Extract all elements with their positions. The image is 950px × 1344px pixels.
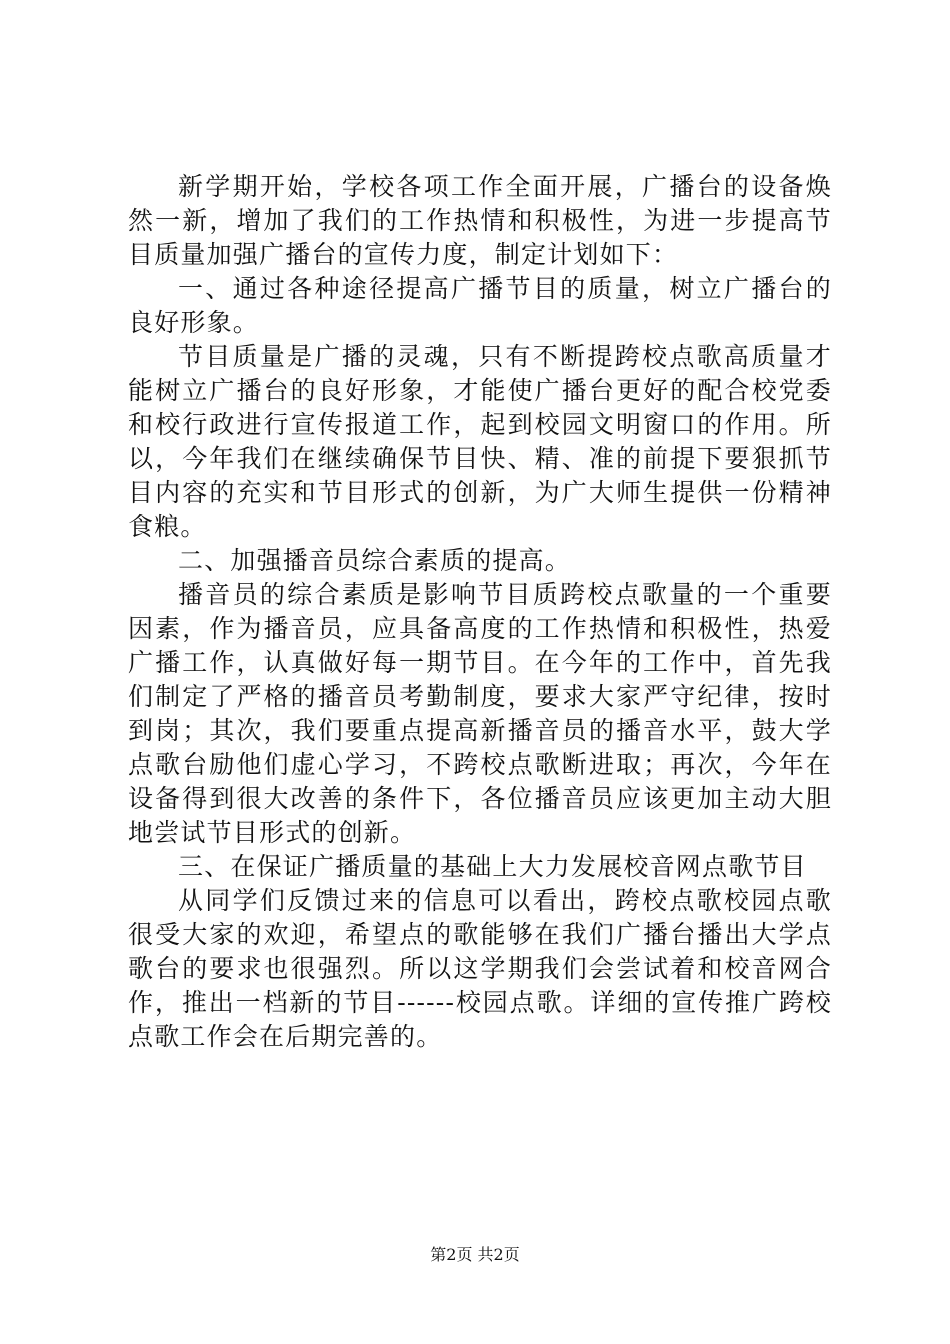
page-number-footer: 第2页 共2页 (430, 1245, 520, 1264)
intro-paragraph: 新学期开始，学校各项工作全面开展，广播台的设备焕然一新，增加了我们的工作热情和积极性，为进一步提高节目质量加强广播台的宣传力度，制定计划如下： (128, 172, 832, 269)
section-1-heading: 一、通过各种途径提高广播节目的质量，树立广播台的良好形象。 (128, 274, 832, 337)
section-3-body: 从同学们反馈过来的信息可以看出，跨校点歌校园点歌很受大家的欢迎，希望点的歌能够在我们广播台播出大学点歌台的要求也很强烈。所以这学期我们会尝试着和校音网合作，推出一档新的节目------校园点歌。详细的宣传推广跨校点歌工作会在后期完善的。 (128, 886, 832, 1051)
section-1-body: 节目质量是广播的灵魂，只有不断提跨校点歌高质量才能树立广播台的良好形象，才能使广播台更好的配合校党委和校行政进行宣传报道工作，起到校园文明窗口的作用。所以，今年我们在继续确保节目快、精、准的前提下要狠抓节目内容的充实和节目形式的创新，为广大师生提供一份精神食粮。 (128, 342, 832, 541)
section-2-body: 播音员的综合素质是影响节目质跨校点歌量的一个重要因素，作为播音员，应具备高度的工作热情和积极性，热爱广播工作，认真做好每一期节目。在今年的工作中，首先我们制定了严格的播音员考勤制度，要求大家严守纪律，按时到岗；其次，我们要重点提高新播音员的播音水平，鼓大学点歌台励他们虚心学习，不跨校点歌断进取；再次，今年在设备得到很大改善的条件下，各位播音员应该更加主动大胆地尝试节目形式的创新。 (128, 580, 832, 847)
document-body (128, 170, 832, 1054)
section-2-heading: 二、加强播音员综合素质的提高。 (178, 546, 572, 575)
section-3-heading: 三、在保证广播质量的基础上大力发展校音网点歌节目 (178, 852, 807, 881)
